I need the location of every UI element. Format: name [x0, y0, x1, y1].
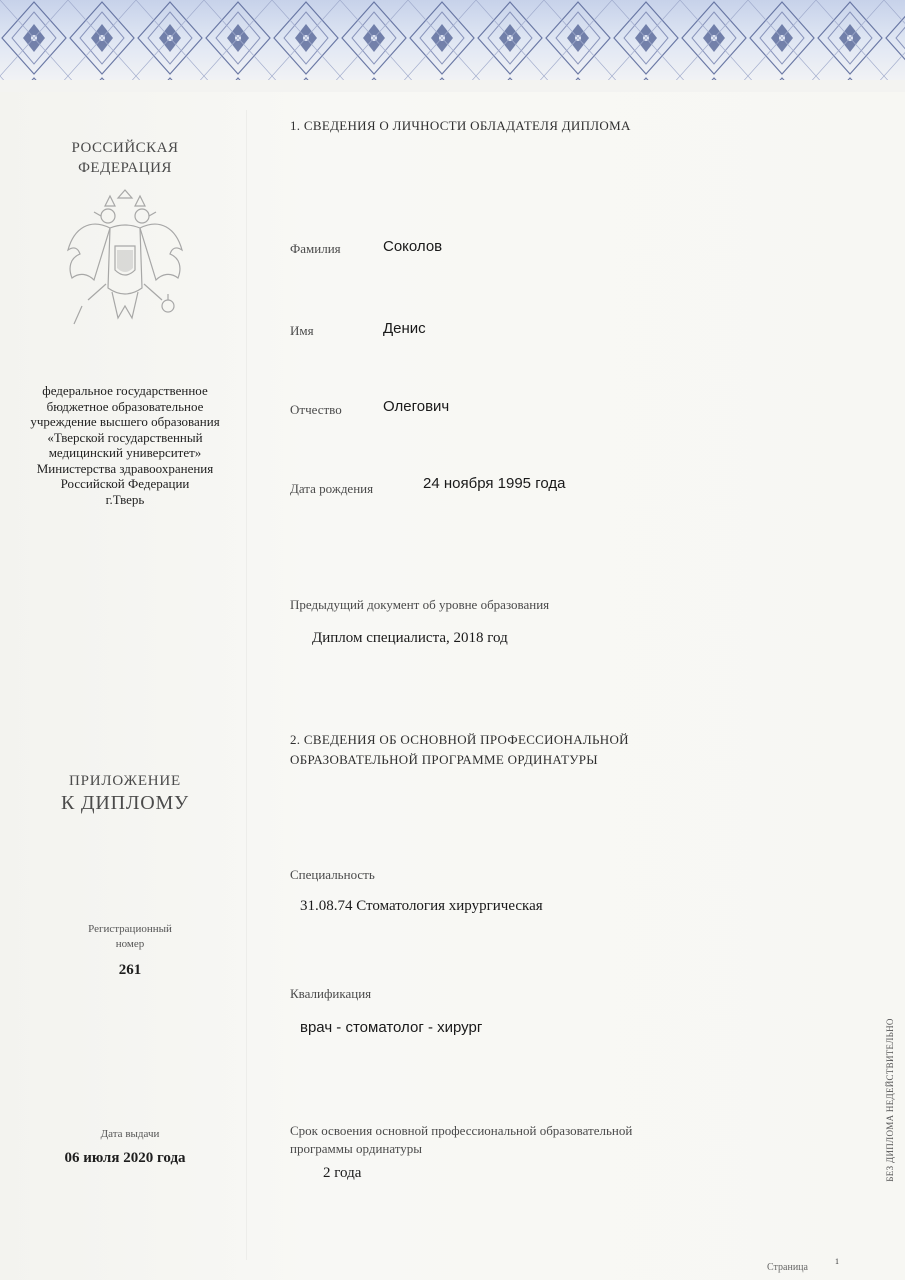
validity-side-note: БЕЗ ДИПЛОМА НЕДЕЙСТВИТЕЛЬНО — [885, 1018, 895, 1182]
institution-line: Министерства здравоохранения — [36, 460, 214, 476]
appendix-title — [30, 770, 220, 814]
qualification-value: врач - стоматолог - хирург — [300, 1019, 483, 1036]
duration-label-line-1: Срок освоения основной профессиональной образовательной — [290, 1123, 633, 1138]
previous-document-value: Диплом специалиста, 2018 год — [312, 630, 508, 646]
duration-label — [290, 1122, 632, 1158]
patronymic-label: Отчество — [290, 402, 342, 417]
country-line-2: ФЕДЕРАЦИЯ — [78, 160, 172, 176]
section-2-title — [290, 730, 710, 770]
patronymic-value: Олегович — [383, 398, 450, 415]
section-2-title-line-2: ОБРАЗОВАТЕЛЬНОЙ ПРОГРАММЕ ОРДИНАТУРЫ — [290, 752, 598, 767]
appendix-title-line-1: ПРИЛОЖЕНИЕ — [68, 773, 182, 789]
issue-date-value: 06 июля 2020 года — [64, 1150, 186, 1166]
section-1-title: 1. СВЕДЕНИЯ О ЛИЧНОСТИ ОБЛАДАТЕЛЯ ДИПЛОМА — [290, 118, 631, 133]
duration-label-line-2: программы ординатуры — [290, 1141, 423, 1156]
surname-value: Соколов — [383, 238, 443, 255]
specialty-value: 31.08.74 Стоматология хирургическая — [300, 898, 543, 914]
registration-number-value: 261 — [118, 962, 142, 978]
section-2-title-line-1: 2. СВЕДЕНИЯ ОБ ОСНОВНОЙ ПРОФЕССИОНАЛЬНОЙ — [290, 732, 629, 747]
birthdate-label: Дата рождения — [290, 481, 374, 496]
appendix-title-line-2: К ДИПЛОМУ — [60, 792, 190, 814]
country-line-1: РОССИЙСКАЯ — [71, 140, 179, 156]
institution-line: бюджетное образовательное — [46, 398, 204, 414]
institution-line: федеральное государственное — [42, 383, 208, 398]
issue-date-label: Дата выдачи — [100, 1128, 160, 1140]
page-label: Страница — [767, 1262, 808, 1273]
column-divider — [246, 110, 247, 1260]
russian-emblem-icon — [60, 188, 190, 338]
country-name — [40, 138, 210, 178]
institution-line: «Тверской государственный — [47, 429, 203, 445]
left-column — [0, 0, 246, 1280]
name-label: Имя — [290, 323, 314, 338]
surname-label: Фамилия — [290, 241, 341, 256]
institution-line: учреждение высшего образования — [30, 414, 220, 429]
page-number: 1 — [835, 1257, 839, 1266]
previous-document-label: Предыдущий документ об уровне образования — [290, 597, 550, 612]
specialty-label: Специальность — [290, 867, 375, 882]
institution-line: Российской Федерации — [60, 476, 190, 491]
name-value: Денис — [383, 320, 426, 337]
institution-line: медицинский университет» — [48, 445, 202, 460]
institution-line: г.Тверь — [105, 491, 145, 507]
registration-label-line-2: номер — [115, 938, 145, 950]
registration-label-line-1: Регистрационный — [88, 923, 172, 935]
birthdate-value: 24 ноября 1995 года — [423, 475, 566, 492]
institution-name — [10, 383, 240, 507]
qualification-label: Квалификация — [290, 986, 372, 1001]
registration-number-label — [60, 922, 200, 952]
duration-value: 2 года — [323, 1165, 362, 1181]
